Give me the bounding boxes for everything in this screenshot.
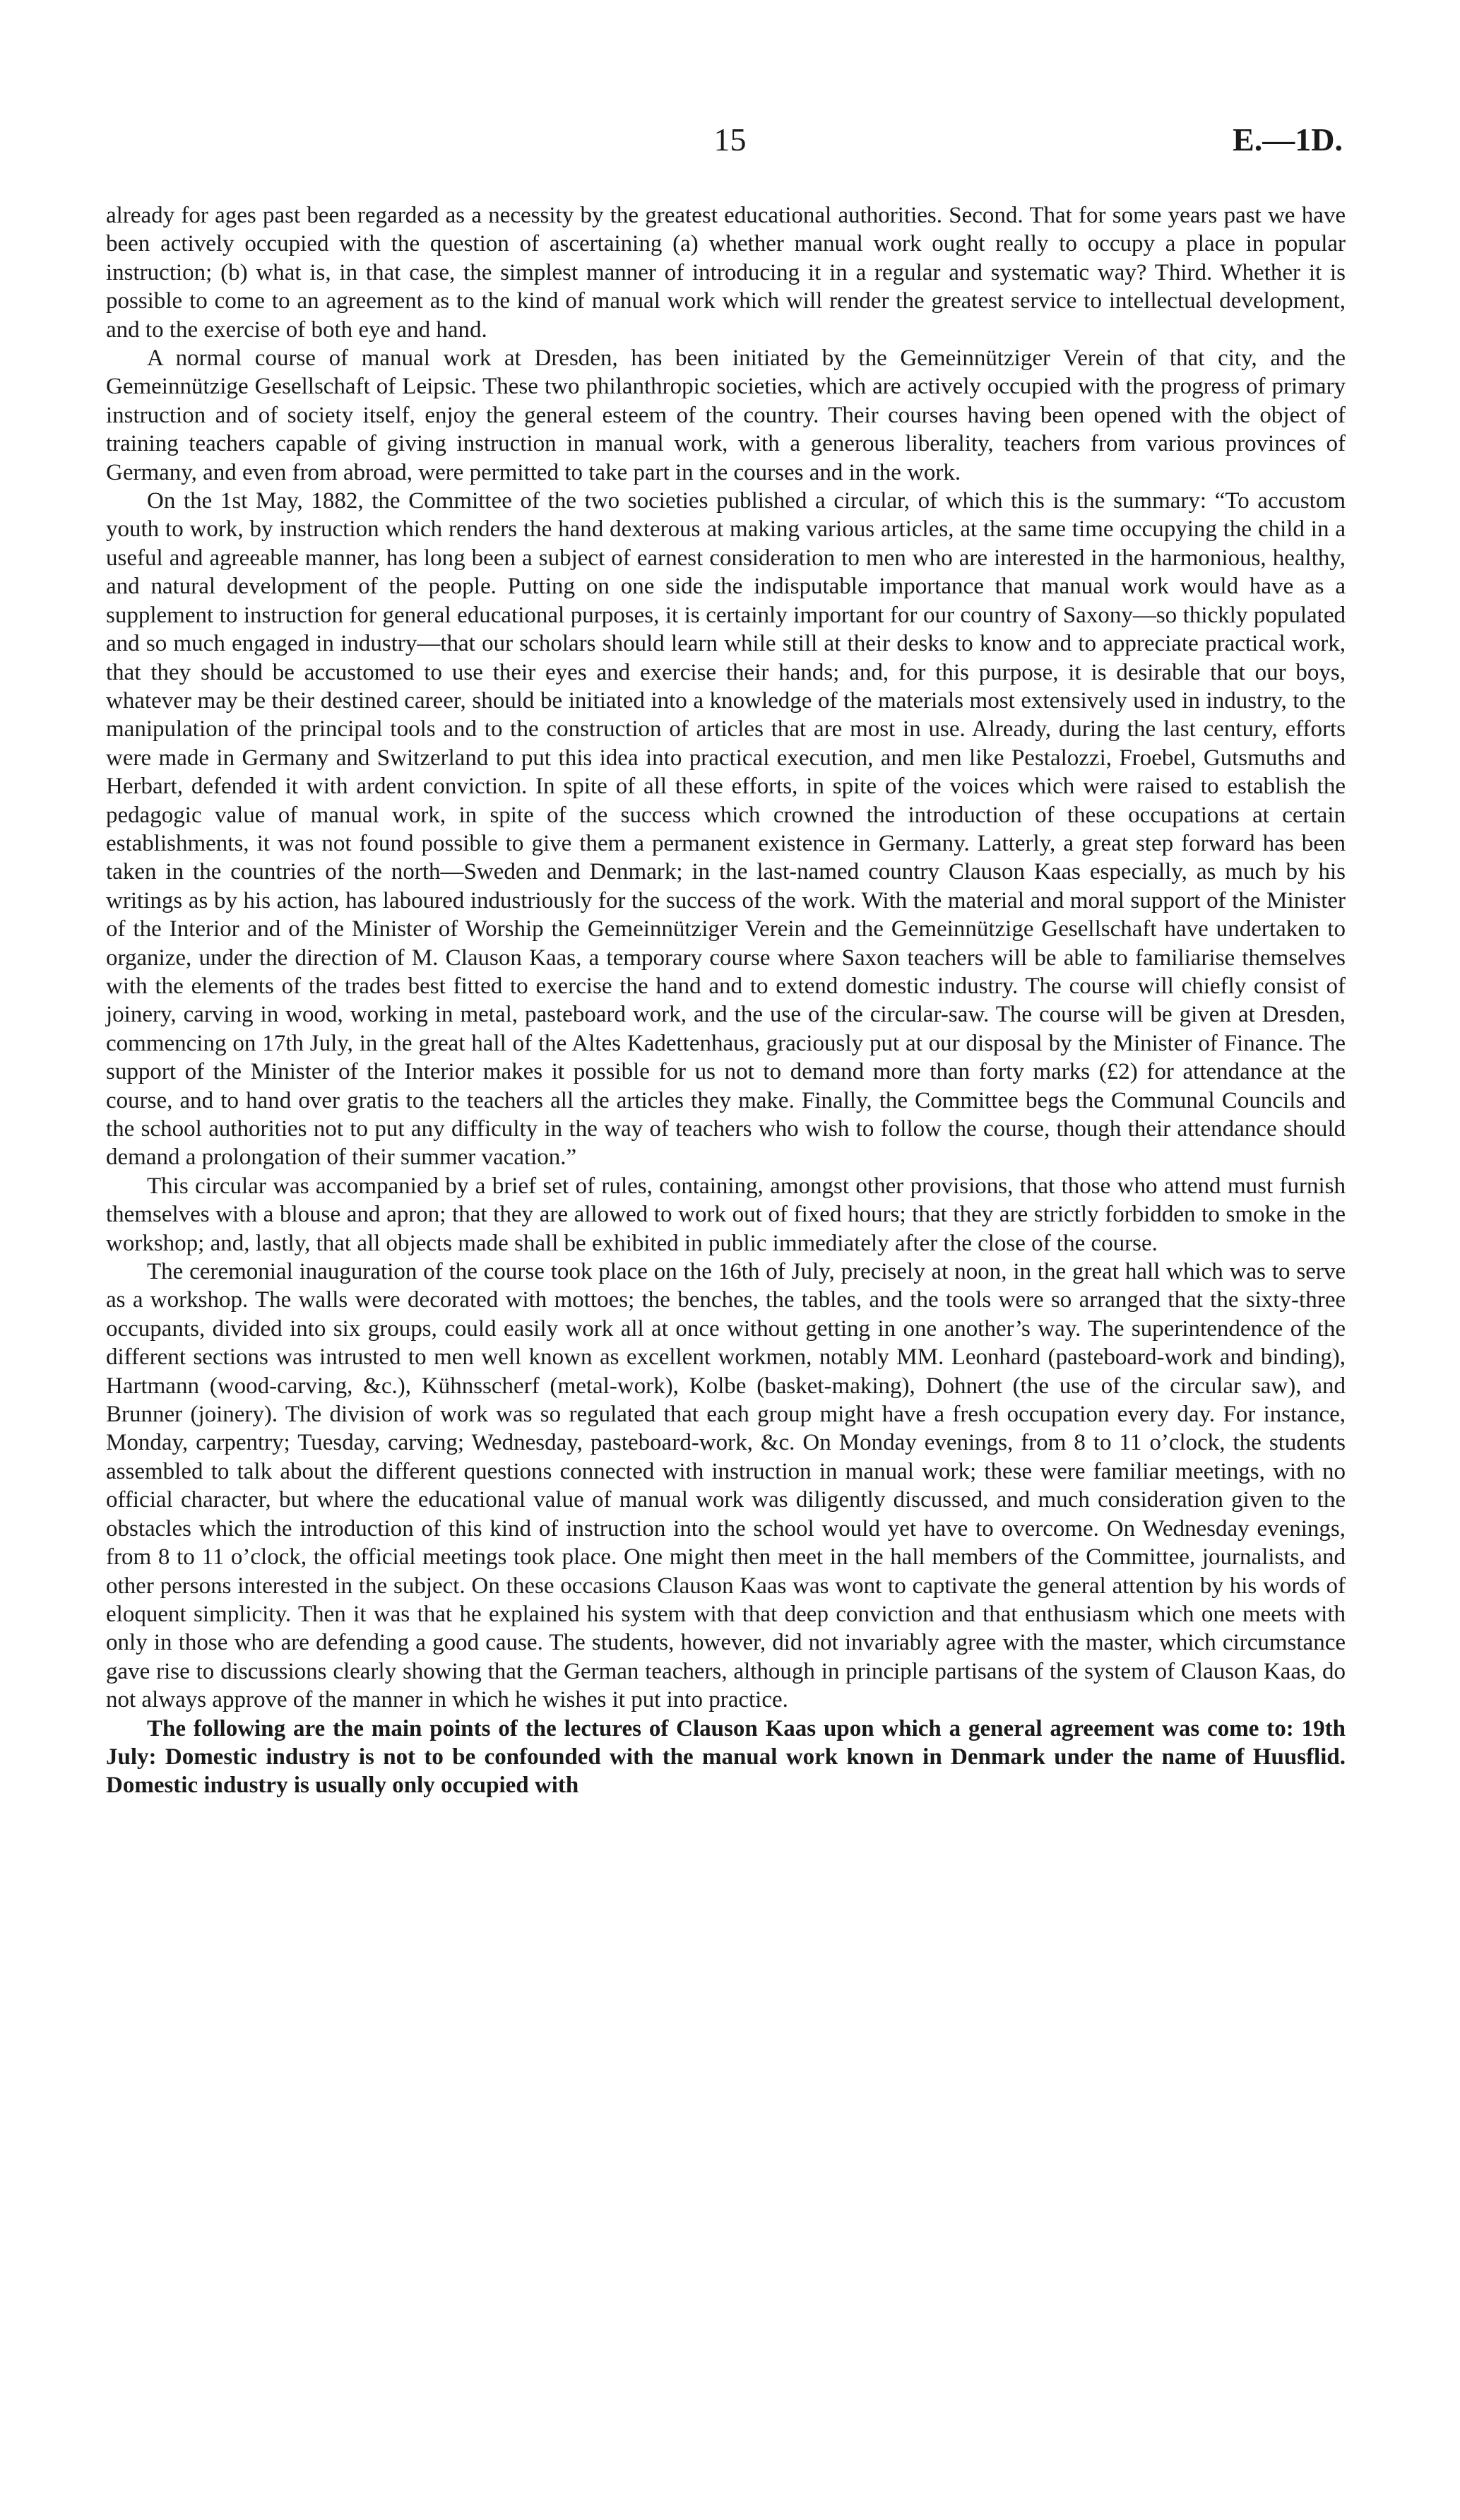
paragraph-2: A normal course of manual work at Dresden, has been initiated by the Gemeinnütziger Verein of that city, and the Gemeinnützige Gesellschaft of Leipsic. These two philanthropic societies, which are actively occupied with the progress of primary instruction and of society itself, enjoy the general esteem of the country. Their courses having been opened with the object of training teachers capable of giving instruction in manual work, with a generous liberality, teachers from various provinces of Germany, and even from abroad, were permitted to take part in the courses and in the work.	[106, 345, 1346, 485]
paragraph-4: This circular was accompanied by a brief set of rules, containing, amongst other provisions, that those who attend must furnish themselves with a blouse and apron; that they are allowed to work out of fixed hours; that they are strictly forbidden to smoke in the workshop; and, lastly, that all objects made shall be exhibited in public immediately after the close of the course.	[106, 1173, 1346, 1256]
paragraph-1: already for ages past been regarded as a necessity by the greatest educational authorities. Second. That for some years past we have been actively occupied with the question of ascertaining (a) whether manual work ought really to occupy a place in popular instruction; (b) what is, in that case, the simplest manner of introducing it in a regular and systematic way? Third. Whether it is possible to come to an agreement as to the kind of manual work which will render the greatest service to intellectual development, and to the exercise of both eye and hand.	[106, 203, 1346, 343]
page-number: 15	[713, 122, 747, 158]
paragraph-6: The following are the main points of the lectures of Clauson Kaas upon which a general agreement was come to: 19th July: Domestic industry is not to be confounded with the manual work known in Denmark under the name of Huusflid. Domestic industry is usually only occupied with	[106, 1715, 1346, 1799]
page-header	[106, 119, 1354, 161]
running-head: E.—1D.	[1233, 122, 1343, 158]
paragraph-5: The ceremonial inauguration of the course took place on the 16th of July, precisely at noon, in the great hall which was to serve as a workshop. The walls were decorated with mottoes; the benches, the tables, and the tools were so arranged that the sixty-three occupants, divided into six groups, could easily work all at once without getting in one another’s way. The superintendence of the different sections was intrusted to men well known as excellent workmen, notably MM. Leonhard (pasteboard-work and binding), Hartmann (wood-carving, &c.), Kühnsscherf (metal-work), Kolbe (basket-making), Dohnert (the use of the circular saw), and Brunner (joinery). The division of work was so regulated that each group might have a fresh occupation every day. For instance, Monday, carpentry; Tuesday, carving; Wednesday, pasteboard-work, &c. On Monday evenings, from 8 to 11 o’clock, the students assembled to talk about the different questions connected with instruction in manual work; these were familiar meetings, with no official character, but where the educational value of manual work was diligently discussed, and much consideration given to the obstacles which the introduction of this kind of instruction into the school would yet have to overcome. On Wednesday evenings, from 8 to 11 o’clock, the official meetings took place. One might then meet in the hall members of the Committee, journalists, and other persons interested in the subject. On these occasions Clauson Kaas was wont to captivate the general attention by his words of eloquent simplicity. Then it was that he explained his system with that deep conviction and that enthusiasm which one meets with only in those who are defending a good cause. The students, however, did not invariably agree with the master, which circumstance gave rise to discussions clearly showing that the German teachers, although in principle partisans of the system of Clauson Kaas, do not always approve of the manner in which he wishes it put into practice.	[106, 1259, 1346, 1713]
paragraph-3: On the 1st May, 1882, the Committee of the two societies published a circular, of which this is the summary: “To accustom youth to work, by instruction which renders the hand dexterous at making various articles, at the same time occupying the child in a useful and agreeable manner, has long been a subject of earnest consideration to men who are interested in the harmonious, healthy, and natural development of the people. Putting on one side the indisputable importance that manual work would have as a supplement to instruction for general educational purposes, it is certainly important for our country of Saxony—so thickly populated and so much engaged in industry—that our scholars should learn while still at their desks to know and to appreciate practical work, that they should be accustomed to use their eyes and exercise their hands; and, for this purpose, it is desirable that our boys, whatever may be their destined career, should be initiated into a knowledge of the materials most extensively used in industry, to the manipulation of the principal tools and to the construction of articles that are most in use. Already, during the last century, efforts were made in Germany and Switzerland to put this idea into practical execution, and men like Pestalozzi, Froebel, Gutsmuths and Herbart, defended it with ardent conviction. In spite of all these efforts, in spite of the voices which were raised to establish the pedagogic value of manual work, in spite of the success which crowned the introduction of these occupations at certain establishments, it was not found possible to give them a permanent existence in Germany. Latterly, a great step forward has been taken in the countries of the north—Sweden and Denmark; in the last-named country Clauson Kaas especially, as much by his writings as by his action, has laboured industriously for the success of the work. With the material and moral support of the Minister of the Interior and of the Minister of Worship the Gemeinnütziger Verein and the Gemeinnützige Gesellschaft have undertaken to organize, under the direction of M. Clauson Kaas, a temporary course where Saxon teachers will be able to familiarise themselves with the elements of the trades best fitted to exercise the hand and to extend domestic industry. The course will chiefly consist of joinery, carving in wood, working in metal, pasteboard work, and the use of the circular-saw. The course will be given at Dresden, commencing on 17th July, in the great hall of the Altes Kadettenhaus, graciously put at our disposal by the Minister of Finance. The support of the Minister of the Interior makes it possible for us not to demand more than forty marks (£2) for attendance at the course, and to hand over gratis to the teachers all the articles they make. Finally, the Committee begs the Communal Councils and the school authorities not to put any difficulty in the way of teachers who wish to follow the course, though their attendance should demand a prolongation of their summer vacation.”	[106, 488, 1346, 1171]
body-text	[106, 201, 1346, 1800]
